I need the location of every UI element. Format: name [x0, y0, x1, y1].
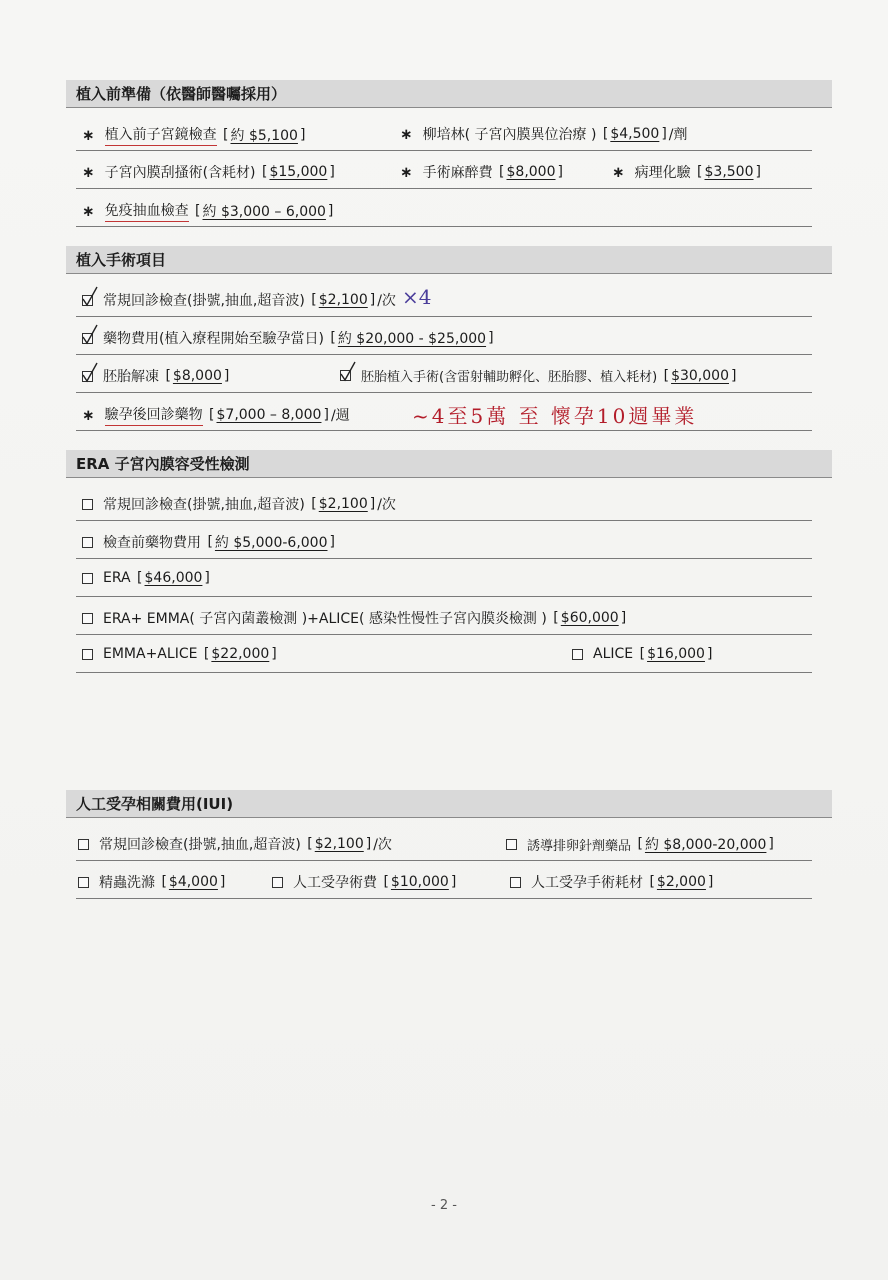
era-row-5 — [76, 638, 812, 673]
pre-curettage: ∗ 子宮內膜刮搔術(含耗材) [ $15,000 ] — [82, 163, 335, 181]
item-suffix: /週 — [330, 408, 350, 424]
item-label: ALICE — [593, 646, 634, 662]
item-label: ERA — [103, 570, 131, 586]
item-price: $15,000 — [269, 164, 328, 180]
item-price: $22,000 — [211, 646, 270, 662]
item-label: 常規回診檢查(掛號,抽血,超音波) — [99, 837, 301, 853]
handwritten-note: ~4至5萬 至 懷孕10週畢業 — [412, 404, 698, 428]
handwritten-times: ×4 — [401, 285, 432, 309]
item-suffix: /次 — [377, 497, 396, 513]
checkbox-checked[interactable] — [82, 333, 93, 344]
pre-anesthesia: ∗ 手術麻醉費 [ $8,000 ] — [400, 163, 563, 181]
iui-sperm-wash: 精蟲洗滌 [ $4,000 ] — [78, 872, 227, 892]
item-price: $4,500 — [610, 126, 660, 142]
section-pre-title: 植入前準備（依醫師醫囑採用） — [66, 80, 832, 108]
pre-immune-test: ∗ 免疫抽血檢查 [ 約 $3,000 – 6,000 ] — [82, 202, 334, 220]
iui-ovulation-drugs: 誘導排卵針劑藥品 [ 約 $8,000-20,000 ] — [506, 834, 776, 854]
transfer-row-3 — [76, 358, 812, 393]
item-price: 約 $5,000-6,000 — [214, 535, 328, 551]
item-label: 胚胎解凍 — [103, 369, 159, 385]
item-price: 約 $20,000 - $25,000 — [337, 331, 487, 347]
item-label: 病理化驗 — [634, 165, 691, 181]
checkbox[interactable] — [78, 877, 89, 888]
era-row-3 — [76, 562, 812, 597]
section-iui-title: 人工受孕相關費用(IUI) — [66, 790, 832, 818]
checkbox[interactable] — [272, 877, 283, 888]
item-suffix: /次 — [377, 293, 396, 309]
era-test: ERA [ $46,000 ] — [82, 570, 212, 586]
checkbox[interactable] — [506, 839, 517, 850]
asterisk-icon: ∗ — [612, 163, 625, 181]
checkbox-checked[interactable] — [82, 371, 93, 382]
item-label: 柳培林( 子宮內膜異位治療 ) — [422, 127, 597, 143]
checkbox[interactable] — [82, 649, 93, 660]
transfer-row-4 — [76, 396, 812, 431]
item-label: 免疫抽血檢查 — [105, 200, 189, 222]
item-suffix: /劑 — [668, 127, 688, 143]
era-emma-alice-bundle: ERA+ EMMA( 子宮內菌叢檢測 )+ALICE( 感染性慢性子宮內膜炎檢測 ) [ $60,000 ] — [82, 608, 628, 628]
checkbox[interactable] — [82, 613, 93, 624]
item-label: 誘導排卵針劑藥品 — [527, 838, 632, 854]
item-suffix: /次 — [373, 837, 392, 853]
item-label: 人工受孕術費 — [293, 875, 377, 891]
asterisk-icon: ∗ — [400, 163, 413, 181]
checkmark-icon — [82, 286, 98, 308]
era-row-1 — [76, 486, 812, 521]
transfer-thaw: 胚胎解凍 [ $8,000 ] — [82, 366, 231, 386]
item-label: 手術麻醉費 — [422, 165, 493, 181]
transfer-embryo-transfer: 胚胎植入手術(含雷射輔助孵化、胚胎膠、植入耗材) [ $30,000 ] — [340, 366, 738, 385]
item-price: $46,000 — [144, 570, 203, 586]
checkmark-icon — [82, 324, 98, 346]
era-row-4 — [76, 600, 812, 635]
iui-procedure-fee: 人工受孕術費 [ $10,000 ] — [272, 872, 458, 892]
pre-row-3 — [76, 192, 812, 227]
item-price: $30,000 — [671, 367, 729, 384]
era-alice: ALICE [ $16,000 ] — [572, 646, 714, 662]
checkbox[interactable] — [82, 499, 93, 510]
transfer-routine-visit: 常規回診檢查(掛號,抽血,超音波) [ $2,100 ] /次 ×4 — [82, 290, 431, 310]
iui-routine-visit: 常規回診檢查(掛號,抽血,超音波) [ $2,100 ] /次 — [78, 834, 392, 854]
item-price: $10,000 — [390, 874, 449, 890]
item-label: 驗孕後回診藥物 — [105, 404, 203, 426]
item-price: $2,100 — [314, 836, 364, 852]
checkmark-icon — [82, 362, 98, 384]
asterisk-icon: ∗ — [400, 125, 413, 143]
item-label: 人工受孕手術耗材 — [531, 875, 643, 891]
asterisk-icon: ∗ — [82, 406, 95, 424]
item-label: ERA+ EMMA( 子宮內菌叢檢測 )+ALICE( 感染性慢性子宮內膜炎檢測 ) — [103, 611, 547, 627]
section-transfer-title: 植入手術項目 — [66, 246, 832, 274]
transfer-medication: 藥物費用(植入療程開始至驗孕當日) [ 約 $20,000 - $25,000 ] — [82, 328, 496, 348]
pre-leuprolide: ∗ 柳培林( 子宮內膜異位治療 ) [ $4,500 ] /劑 — [400, 125, 688, 143]
item-label: 子宮內膜刮搔術(含耗材) — [104, 165, 256, 181]
page-number: - 2 - — [431, 1198, 457, 1213]
item-label: 常規回診檢查(掛號,抽血,超音波) — [103, 293, 305, 309]
pre-pathology: ∗ 病理化驗 [ $3,500 ] — [612, 163, 761, 181]
checkmark-icon — [340, 361, 356, 383]
checkbox[interactable] — [82, 573, 93, 584]
checkbox[interactable] — [510, 877, 521, 888]
item-price: $8,000 — [506, 164, 556, 180]
item-label: 常規回診檢查(掛號,抽血,超音波) — [103, 497, 305, 513]
item-price: $4,000 — [168, 874, 218, 890]
transfer-row-1 — [76, 282, 812, 317]
checkbox-checked[interactable] — [340, 370, 351, 381]
checkbox[interactable] — [82, 537, 93, 548]
section-era-title: ERA 子宮內膜容受性檢測 — [66, 450, 832, 478]
item-label: 藥物費用(植入療程開始至驗孕當日) — [103, 331, 324, 347]
item-price: $60,000 — [560, 610, 619, 626]
pre-row-1 — [76, 116, 812, 151]
item-label: EMMA+ALICE — [103, 646, 198, 662]
item-price: $2,100 — [318, 496, 368, 512]
iui-consumables: 人工受孕手術耗材 [ $2,000 ] — [510, 872, 715, 892]
checkbox[interactable] — [572, 649, 583, 660]
era-routine-visit: 常規回診檢查(掛號,抽血,超音波) [ $2,100 ] /次 — [82, 494, 396, 514]
pre-hysteroscopy: ∗ 植入前子宮鏡檢查 [ 約 $5,100 ] — [82, 126, 306, 144]
item-label: 胚胎植入手術(含雷射輔助孵化、胚胎膠、植入耗材) — [361, 370, 658, 385]
asterisk-icon: ∗ — [82, 202, 95, 220]
item-price: $8,000 — [172, 368, 222, 384]
item-label: 植入前子宮鏡檢查 — [105, 124, 217, 146]
item-price: $3,500 — [704, 164, 754, 180]
transfer-row-2 — [76, 320, 812, 355]
pre-row-2 — [76, 154, 812, 189]
item-price: $2,100 — [318, 292, 368, 308]
era-row-2 — [76, 524, 812, 559]
checkbox-checked[interactable] — [82, 295, 93, 306]
era-emma-alice: EMMA+ALICE [ $22,000 ] — [82, 646, 279, 662]
item-price: $16,000 — [647, 646, 705, 662]
item-price: 約 $3,000 – 6,000 — [202, 204, 326, 220]
item-price: 約 $5,100 — [230, 128, 298, 144]
item-label: 檢查前藥物費用 — [103, 535, 201, 551]
item-price: 約 $8,000-20,000 — [644, 837, 767, 853]
item-label: 精蟲洗滌 — [99, 875, 155, 891]
asterisk-icon: ∗ — [82, 126, 95, 144]
iui-row-1 — [76, 826, 812, 861]
checkbox[interactable] — [78, 839, 89, 850]
item-price: $2,000 — [656, 874, 706, 890]
era-pre-test-meds: 檢查前藥物費用 [ 約 $5,000-6,000 ] — [82, 532, 337, 552]
transfer-post-test-meds: ∗ 驗孕後回診藥物 [ $7,000 – 8,000 ] /週 — [82, 406, 350, 424]
iui-row-2 — [76, 864, 812, 899]
item-price: $7,000 – 8,000 — [216, 407, 322, 423]
asterisk-icon: ∗ — [82, 163, 95, 181]
